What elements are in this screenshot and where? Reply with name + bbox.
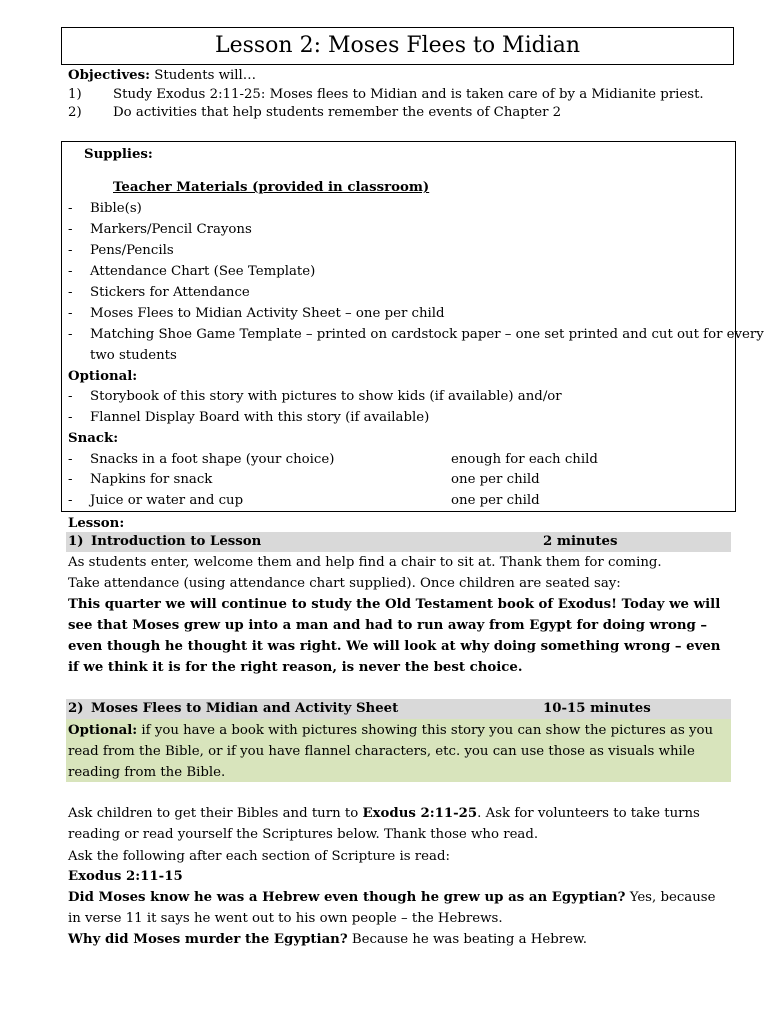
optional-heading: Optional: bbox=[68, 369, 138, 384]
instruction-line: Take attendance (using attendance chart supplied). Once children are seated say: bbox=[68, 576, 621, 591]
answer: Because he was beating a Hebrew. bbox=[347, 932, 587, 947]
objectives-lead: Students will… bbox=[154, 68, 257, 83]
objectives-line bbox=[68, 67, 256, 84]
section-number: 2) bbox=[68, 701, 84, 716]
section-title: Moses Flees to Midian and Activity Sheet bbox=[91, 701, 399, 716]
optional-note bbox=[68, 720, 728, 783]
scripture-reference: Exodus 2:11-25 bbox=[362, 806, 478, 821]
question-answer bbox=[68, 887, 728, 929]
section-time: 2 minutes bbox=[543, 534, 618, 549]
section-time: 10-15 minutes bbox=[543, 701, 651, 716]
page-title: Lesson 2: Moses Flees to Midian bbox=[61, 27, 734, 65]
objective-item bbox=[68, 86, 704, 103]
question: Why did Moses murder the Egyptian? bbox=[68, 932, 348, 947]
objective-number: 2) bbox=[68, 105, 82, 120]
section-title: Introduction to Lesson bbox=[91, 534, 262, 549]
lesson-label: Lesson: bbox=[68, 516, 125, 531]
teacher-materials-heading: Teacher Materials (provided in classroom) bbox=[113, 180, 430, 195]
objective-text: Study Exodus 2:11-25: Moses flees to Midian and is taken care of by a Midianite priest. bbox=[113, 87, 704, 102]
objective-text: Do activities that help students remember the events of Chapter 2 bbox=[113, 105, 562, 120]
instruction-line: Ask the following after each section of Scripture is read: bbox=[68, 849, 450, 864]
question-answer bbox=[68, 931, 587, 948]
optional-note-label: Optional: bbox=[68, 723, 138, 738]
question: Did Moses know he was a Hebrew even though he grew up as an Egyptian? bbox=[68, 890, 626, 905]
script-paragraph: This quarter we will continue to study the Old Testament book of Exodus! Today we will see that Moses grew up into a man and had to run away from Egypt for doing wrong – even though he thought it was right. We will look at why doing something wrong – even if we think it is for the right reason, is never the best choice. bbox=[68, 597, 721, 675]
snack-heading: Snack: bbox=[68, 431, 119, 446]
section-number: 1) bbox=[68, 534, 84, 549]
objective-number: 1) bbox=[68, 87, 82, 102]
instruction-line: As students enter, welcome them and help find a chair to sit at. Thank them for coming. bbox=[68, 555, 662, 570]
objective-item bbox=[68, 104, 561, 121]
objectives-label: Objectives: bbox=[68, 68, 151, 83]
supplies-box: Supplies: Teacher Materials (provided in classroom) - Bible(s) - Markers/Pencil Crayons - Pens/Pencils - Attendance Chart (See Template) - Stickers for Attendance - Moses Flees to Midian Activity Sheet – one per child - Matching Shoe Game Template – printed on cardstock paper – one set printed and cut out for every two students Optional: - Storybook of this story with pictures to show kids (if available) and/or - Flannel Display Board with this story (if available) Snack: - Snacks in a foot shape (your choice) enough for each child - Napkins for snack one per child - Juice or water and cup one per child bbox=[61, 141, 736, 512]
passage-heading: Exodus 2:11-15 bbox=[68, 869, 183, 884]
instruction-paragraph: Ask children to get their Bibles and turn to Exodus 2:11-25. Ask for volunteers to take turns reading or read yourself the Scriptures below. Thank those who read. bbox=[68, 806, 700, 842]
optional-note-text: if you have a book with pictures showing this story you can show the pictures as you read from the Bible, or if you have flannel characters, etc. you can use those as visuals while reading from the Bible. bbox=[68, 723, 714, 780]
list-item-continuation: two students bbox=[90, 348, 177, 363]
supplies-heading: Supplies: bbox=[84, 147, 153, 162]
answer: Yes, because in verse 11 it says he went out to his own people – the Hebrews. bbox=[68, 890, 716, 926]
